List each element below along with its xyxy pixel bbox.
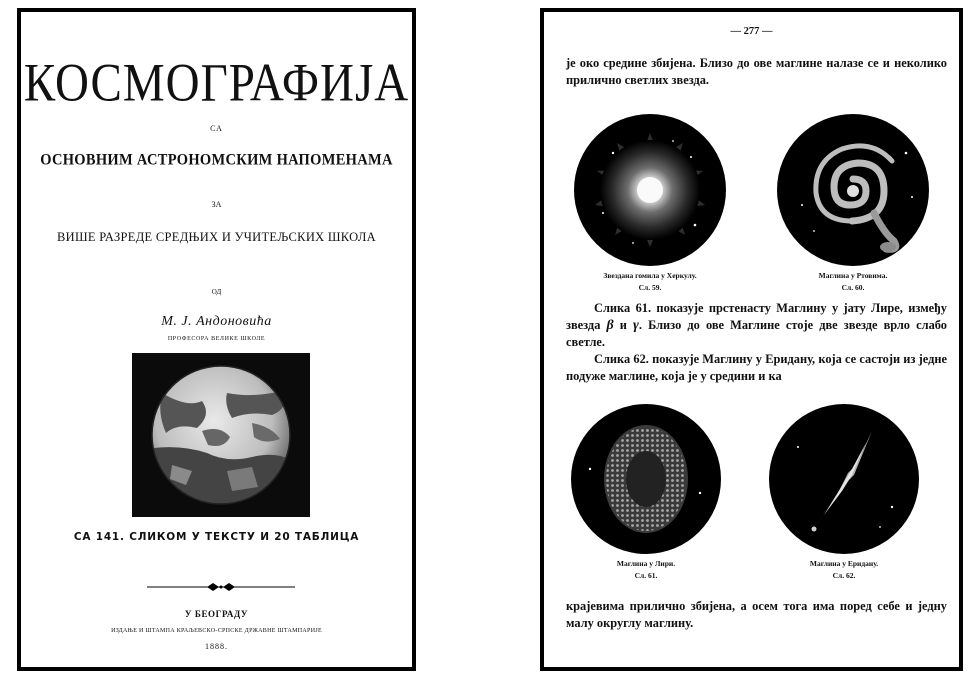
figure-number: Сл. 59. xyxy=(638,283,662,292)
for-word: ЗА xyxy=(211,200,222,209)
author-title: ПРОФЕСОРА ВЕЛИКЕ ШКОЛЕ xyxy=(167,336,266,342)
figure-caption xyxy=(763,270,943,294)
page-number: — 277 — xyxy=(730,26,773,37)
paragraph-text: је око средине збијена. Близо до ове маглине налазе се и неколико прилично светлих звезда. xyxy=(566,56,947,87)
title-page xyxy=(17,8,416,671)
spiral-nebula-plate-icon xyxy=(776,113,930,267)
figure-number: Сл. 62. xyxy=(832,571,856,580)
paragraph-text: крајевима прилично збијена, а осем тога има поред себе и једну малу округлу маглину. xyxy=(566,599,947,630)
publisher-imprint: ИЗДАЊЕ И ШТАМПА КРАЉЕВСКО-СРПСКЕ ДРЖАВНЕ ШТАМПАРИЈЕ xyxy=(111,628,322,634)
figure-number: Сл. 61. xyxy=(634,571,658,580)
caption-text: Маглина у Лири. xyxy=(616,559,676,568)
paragraph-text xyxy=(566,300,947,351)
mars-globe-icon xyxy=(132,353,310,517)
paragraph xyxy=(566,300,947,385)
figure-number: Сл. 60. xyxy=(841,283,865,292)
author-name: М. Ј. Андоновића xyxy=(161,314,272,329)
text-page xyxy=(540,8,963,671)
paragraph-fragment: и xyxy=(613,318,634,332)
publication-year: 1888. xyxy=(205,642,228,651)
caption-text: Звездана гомила у Херкулу. xyxy=(603,271,697,280)
paragraph-fragment: Слика 61. показује прстенасту Маглину у јату Лире, између звезда xyxy=(566,301,947,332)
ring-nebula-plate-icon xyxy=(570,403,722,555)
with-word: СА xyxy=(210,124,223,133)
by-word: ОД xyxy=(211,288,222,296)
illustrations-note: СА 141. СЛИКОМ У ТЕКСТУ И 20 ТАБЛИЦА xyxy=(73,531,360,543)
divider-ornament-icon xyxy=(147,581,295,593)
greek-gamma: γ xyxy=(633,318,639,333)
greek-beta: β xyxy=(606,318,614,333)
figure-caption xyxy=(756,558,932,582)
caption-text: Маглина у Еридану. xyxy=(809,559,879,568)
planet-illustration xyxy=(132,353,310,517)
paragraph-text: Слика 62. показује Маглину у Еридану, која се састоји из једне подуже маглине, која је у средини и ка xyxy=(566,352,947,383)
book-title: КОСМОГРАФИЈА xyxy=(23,53,410,113)
publication-city: У БЕОГРАДУ xyxy=(184,609,249,619)
paragraph xyxy=(566,55,947,89)
caption-text: Маглина у Ртовима. xyxy=(818,271,888,280)
figure-caption xyxy=(558,558,734,582)
audience-line: ВИШЕ РАЗРЕДЕ СРЕДЊИХ И УЧИТЕЉСКИХ ШКОЛА xyxy=(57,230,376,244)
figure-caption xyxy=(560,270,740,294)
star-cluster-plate-icon xyxy=(573,113,727,267)
elongated-nebula-plate-icon xyxy=(768,403,920,555)
book-subtitle: ОСНОВНИМ АСТРОНОМСКИМ НАПОМЕНАМА xyxy=(40,151,393,169)
paragraph-fragment: . Близо до ове Маглине стоје две звезде врло слабо светле. xyxy=(566,318,947,349)
paragraph xyxy=(566,598,947,632)
